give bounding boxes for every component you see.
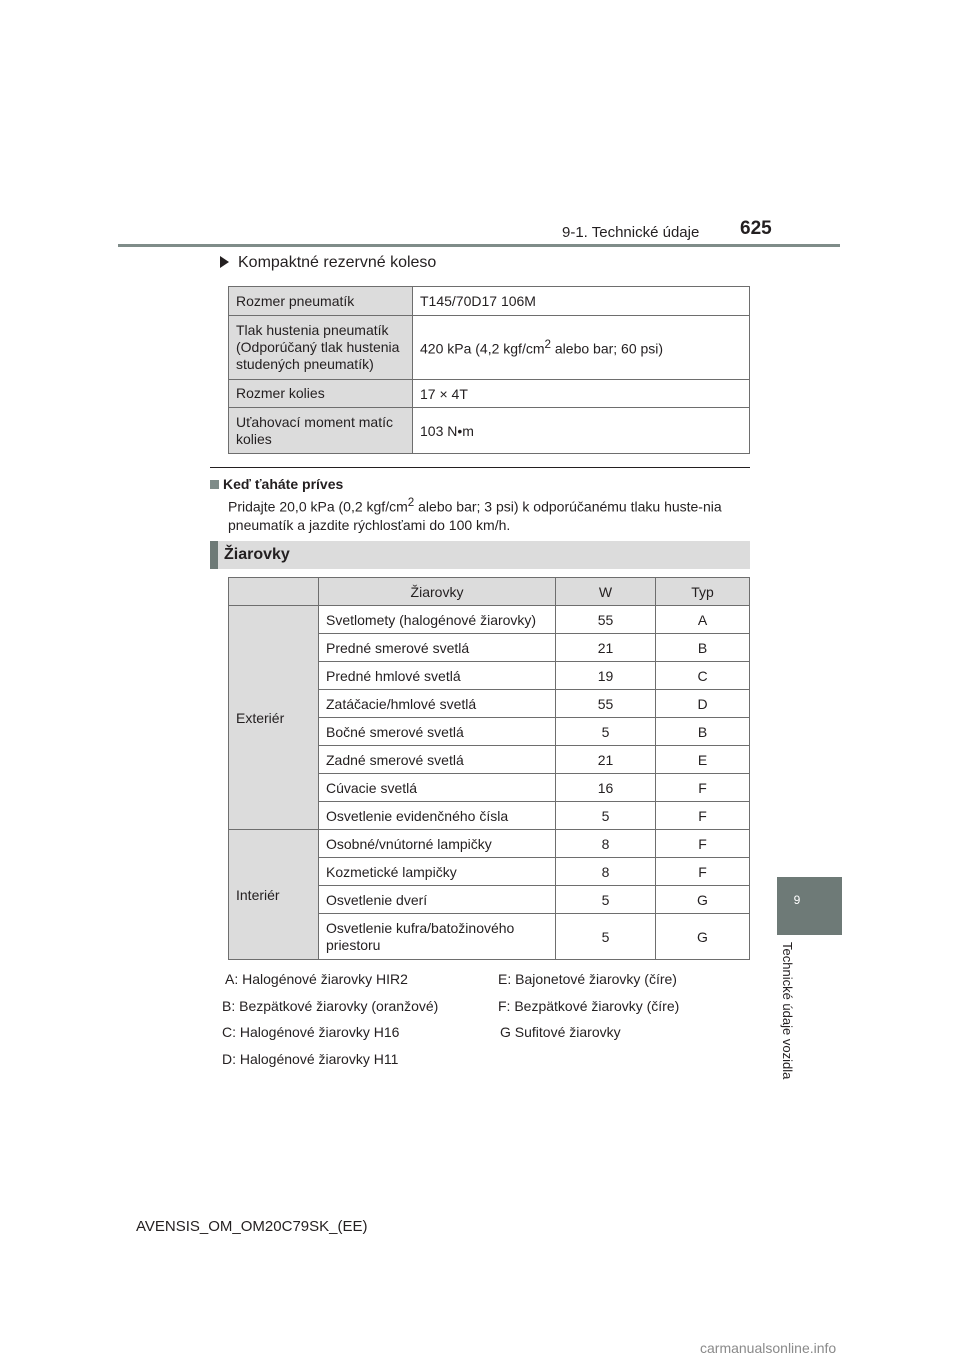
table-row xyxy=(229,408,750,454)
bulb-name: Osobné/vnútorné lampičky xyxy=(319,830,556,858)
bulb-name: Predné smerové svetlá xyxy=(319,634,556,662)
table-header-row xyxy=(229,578,750,606)
table-row xyxy=(229,830,750,858)
spec-key: Tlak hustenia pneumatík (Odporúčaný tlak hustenia studených pneumatík) xyxy=(229,316,413,380)
header-divider xyxy=(118,244,840,247)
bulb-name: Cúvacie svetlá xyxy=(319,774,556,802)
column-header: Typ xyxy=(656,578,750,606)
bulb-watt: 5 xyxy=(556,718,656,746)
table-row xyxy=(229,316,750,380)
bulb-name: Bočné smerové svetlá xyxy=(319,718,556,746)
bulbs-section-heading: Žiarovky xyxy=(210,541,750,569)
bulb-type: E xyxy=(656,746,750,774)
section-title: 9-1. Technické údaje xyxy=(562,224,700,241)
chapter-number: 9 xyxy=(793,893,801,907)
group-label-interior: Interiér xyxy=(229,830,319,960)
document-code: AVENSIS_OM_OM20C79SK_(EE) xyxy=(136,1218,368,1235)
legend-item: B: Bezpätkové žiarovky (oranžové) xyxy=(222,998,439,1014)
bulb-name: Osvetlenie dverí xyxy=(319,886,556,914)
bulb-type: A xyxy=(656,606,750,634)
bulb-type: B xyxy=(656,634,750,662)
bulb-watt: 5 xyxy=(556,914,656,960)
column-header: W xyxy=(556,578,656,606)
spec-value: 17 × 4T xyxy=(413,380,750,408)
bulb-name: Zatáčacie/hmlové svetlá xyxy=(319,690,556,718)
table-row xyxy=(229,380,750,408)
towing-heading: Keď ťaháte príves xyxy=(210,476,343,492)
legend-item: C: Halogénové žiarovky H16 xyxy=(222,1024,400,1040)
compact-spare-heading xyxy=(220,254,436,272)
legend-item: D: Halogénové žiarovky H11 xyxy=(222,1051,399,1067)
bulb-watt: 5 xyxy=(556,886,656,914)
chapter-label-container xyxy=(780,942,805,1102)
page-number: 625 xyxy=(740,218,772,239)
watermark: carmanualsonline.info xyxy=(700,1340,837,1356)
square-bullet-icon xyxy=(210,480,219,489)
bulb-watt: 8 xyxy=(556,858,656,886)
legend-item: G Sufitové žiarovky xyxy=(500,1024,621,1040)
bulb-type: G xyxy=(656,914,750,960)
spec-key: Uťahovací moment matíc kolies xyxy=(229,408,413,454)
compact-spare-table xyxy=(228,286,750,454)
bulb-name: Svetlomety (halogénové žiarovky) xyxy=(319,606,556,634)
legend-item: A: Halogénové žiarovky HIR2 xyxy=(225,971,408,987)
table-row xyxy=(229,606,750,634)
bulb-name: Osvetlenie evidenčného čísla xyxy=(319,802,556,830)
bulb-type: F xyxy=(656,774,750,802)
spec-value: 420 kPa (4,2 kgf/$cm^2$ alebo bar; 60 psi) xyxy=(413,316,750,380)
legend-item: E: Bajonetové žiarovky (číre) xyxy=(498,971,677,987)
legend-item: F: Bezpätkové žiarovky (číre) xyxy=(498,998,680,1014)
bulb-watt: 55 xyxy=(556,606,656,634)
group-label-exterior: Exteriér xyxy=(229,606,319,830)
bulb-watt: 16 xyxy=(556,774,656,802)
bulb-type: F xyxy=(656,858,750,886)
bulb-watt: 19 xyxy=(556,662,656,690)
column-header: Žiarovky xyxy=(319,578,556,606)
bulb-name: Zadné smerové svetlá xyxy=(319,746,556,774)
bulb-type: F xyxy=(656,802,750,830)
bulb-name: Kozmetické lampičky xyxy=(319,858,556,886)
column-header xyxy=(229,578,319,606)
chapter-label: Technické údaje vozidla xyxy=(780,942,795,1080)
bulb-watt: 21 xyxy=(556,746,656,774)
bulb-type: F xyxy=(656,830,750,858)
towing-divider xyxy=(210,467,750,468)
bulb-type: B xyxy=(656,718,750,746)
bulb-watt: 21 xyxy=(556,634,656,662)
bulb-type: C xyxy=(656,662,750,690)
compact-spare-title: Kompaktné rezervné koleso xyxy=(238,254,437,271)
towing-text: Pridajte 20,0 kPa (0,2 kgf/$cm^2$ alebo bar; 3 psi) k odporúčanému tlaku huste-nia pneumatík a jazdite rýchlosťami do 100 km/h. xyxy=(228,496,722,533)
bulb-watt: 8 xyxy=(556,830,656,858)
bulb-name: Osvetlenie kufra/batožinového priestoru xyxy=(319,914,556,960)
table-row xyxy=(229,287,750,316)
spec-key: Rozmer pneumatík xyxy=(229,287,413,316)
triangle-arrow-icon xyxy=(220,256,229,268)
spec-value: 103 N•m xyxy=(413,408,750,454)
spec-key: Rozmer kolies xyxy=(229,380,413,408)
bulb-type: G xyxy=(656,886,750,914)
bulb-watt: 5 xyxy=(556,802,656,830)
bulb-name: Predné hmlové svetlá xyxy=(319,662,556,690)
spec-value: T145/70D17 106M xyxy=(413,287,750,316)
bulb-watt: 55 xyxy=(556,690,656,718)
bulb-type: D xyxy=(656,690,750,718)
bulbs-table xyxy=(228,577,750,960)
